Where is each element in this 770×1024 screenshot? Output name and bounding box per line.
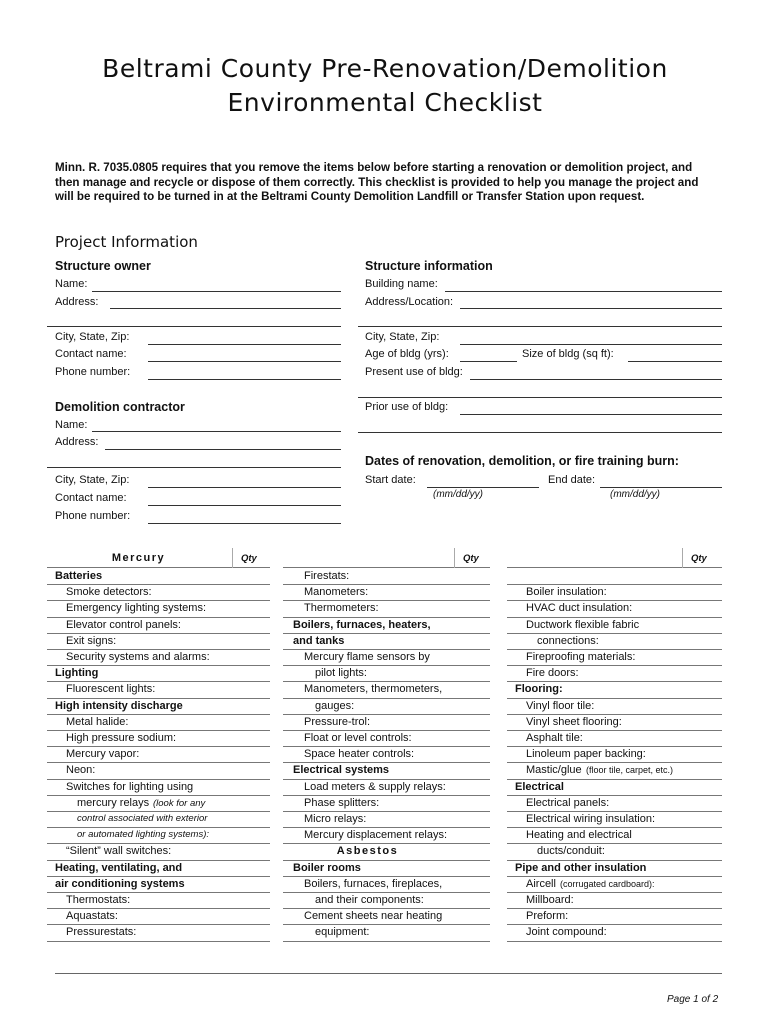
qty-field[interactable] bbox=[456, 811, 490, 812]
row-rule bbox=[507, 827, 685, 828]
building-name-field[interactable] bbox=[445, 291, 722, 292]
contractor-city-label: City, State, Zip: bbox=[55, 474, 130, 486]
row-rule bbox=[507, 746, 685, 747]
row-rule bbox=[507, 600, 685, 601]
item-note: (look for any bbox=[153, 797, 206, 809]
row-rule bbox=[283, 892, 465, 893]
qty-field[interactable] bbox=[234, 924, 270, 925]
qty-field[interactable] bbox=[684, 876, 722, 877]
category-label: High intensity discharge bbox=[55, 699, 183, 712]
qty-field[interactable] bbox=[456, 681, 490, 682]
category-label: and tanks bbox=[293, 634, 345, 647]
item-label: Manometers: bbox=[304, 586, 369, 599]
present-use-field[interactable] bbox=[470, 379, 722, 380]
row-rule bbox=[283, 681, 465, 682]
item-label: High pressure sodium: bbox=[66, 732, 177, 744]
row-rule bbox=[507, 617, 685, 618]
row-rule bbox=[283, 827, 465, 828]
item-label: Electrical wiring insulation: bbox=[526, 813, 655, 825]
owner-heading: Structure owner bbox=[55, 259, 151, 273]
qty-field[interactable] bbox=[234, 779, 270, 780]
qty-field[interactable] bbox=[234, 746, 270, 747]
qty-field[interactable] bbox=[456, 779, 490, 780]
qty-field[interactable] bbox=[456, 584, 490, 585]
qty-field[interactable] bbox=[456, 924, 490, 925]
qty-divider-3 bbox=[682, 548, 683, 568]
item-label: Aquastats: bbox=[66, 910, 118, 923]
contractor-heading: Demolition contractor bbox=[55, 400, 185, 414]
item-label: Millboard: bbox=[526, 894, 574, 906]
qty-field[interactable] bbox=[234, 941, 270, 942]
row-rule bbox=[507, 649, 685, 650]
qty-field[interactable] bbox=[234, 762, 270, 763]
qty-field[interactable] bbox=[234, 876, 270, 877]
qty-field[interactable] bbox=[456, 617, 490, 618]
item-label: Boilers, furnaces, fireplaces, bbox=[304, 877, 443, 890]
row-rule bbox=[507, 892, 685, 893]
contractor-address-label: Address: bbox=[55, 436, 99, 448]
contractor-contact-field[interactable] bbox=[148, 505, 341, 506]
item-label: Pressure-trol: bbox=[304, 715, 371, 728]
item-label: Linoleum paper backing: bbox=[526, 748, 646, 761]
qty-field[interactable] bbox=[456, 746, 490, 747]
item-label: Thermostats: bbox=[66, 894, 131, 906]
qty-field[interactable] bbox=[684, 762, 722, 763]
row-rule bbox=[283, 811, 465, 812]
item-label: Space heater controls: bbox=[304, 748, 415, 761]
category-label: Batteries bbox=[55, 570, 103, 582]
location-label: Address/Location: bbox=[365, 296, 454, 308]
row-rule bbox=[283, 843, 465, 844]
qty-field[interactable] bbox=[684, 860, 722, 861]
owner-address-field[interactable] bbox=[110, 308, 341, 309]
header-rule-1 bbox=[47, 567, 270, 568]
building-name-label: Building name: bbox=[365, 278, 438, 290]
qty-field[interactable] bbox=[456, 665, 490, 666]
item-label: connections: bbox=[537, 634, 599, 647]
item-label: Phase splitters: bbox=[304, 796, 380, 809]
row-rule bbox=[507, 730, 685, 731]
item-label: Neon: bbox=[66, 764, 96, 777]
intro-paragraph: Minn. R. 7035.0805 requires that you remove the items below before starting a renovation or demolition project, and then manage and recycle or dispose of them correctly. This checklist is provided to help you manage the project and will be required to be turned in at the Beltrami County Demolition Landfill or Transfer Station upon request. bbox=[55, 161, 699, 204]
category-label: Electrical bbox=[515, 780, 564, 793]
end-date-field[interactable] bbox=[600, 487, 722, 488]
qty-field[interactable] bbox=[684, 811, 722, 812]
qty-field[interactable] bbox=[684, 941, 722, 942]
owner-phone-field[interactable] bbox=[148, 379, 341, 380]
item-label: and their components: bbox=[315, 894, 424, 906]
qty-field[interactable] bbox=[234, 827, 270, 828]
qty-field[interactable] bbox=[684, 795, 722, 796]
row-rule bbox=[507, 941, 685, 942]
item-label: Electrical panels: bbox=[526, 796, 610, 809]
contractor-city-field[interactable] bbox=[148, 487, 341, 488]
qty-field[interactable] bbox=[234, 698, 270, 699]
row-rule bbox=[507, 779, 685, 780]
header-rule-3 bbox=[507, 567, 722, 568]
row-rule bbox=[507, 843, 685, 844]
item-label: Mercury displacement relays: bbox=[304, 829, 448, 842]
qty-field[interactable] bbox=[684, 698, 722, 699]
owner-name-label: Name: bbox=[55, 278, 88, 290]
item-note: (corrugated cardboard): bbox=[560, 878, 655, 889]
item-label: or automated lighting systems): bbox=[77, 829, 210, 841]
qty-field[interactable] bbox=[456, 941, 490, 942]
contractor-address-field-2[interactable] bbox=[47, 467, 341, 468]
bldg-age-label: Age of bldg (yrs): bbox=[365, 348, 449, 360]
qty-field[interactable] bbox=[456, 633, 490, 634]
qty-field[interactable] bbox=[234, 665, 270, 666]
row-rule bbox=[507, 698, 685, 699]
category-label: Pipe and other insulation bbox=[515, 861, 647, 874]
category-label: Heating, ventilating, and bbox=[55, 861, 183, 874]
item-label: Manometers, thermometers, bbox=[304, 683, 443, 696]
end-date-label: End date: bbox=[548, 474, 596, 486]
qty-field[interactable] bbox=[456, 600, 490, 601]
qty-field[interactable] bbox=[684, 924, 722, 925]
item-label: Mercury vapor: bbox=[66, 748, 140, 761]
owner-city-label: City, State, Zip: bbox=[55, 331, 130, 343]
item-label: mercury relays bbox=[77, 796, 150, 809]
item-label: Asphalt tile: bbox=[526, 732, 583, 744]
item-label: Switches for lighting using bbox=[66, 780, 194, 793]
qty-field[interactable] bbox=[684, 892, 722, 893]
row-rule bbox=[507, 681, 685, 682]
item-label: Mastic/glue bbox=[526, 764, 582, 777]
item-label: Firestats: bbox=[304, 570, 350, 582]
end-date-format: (mm/dd/yy) bbox=[610, 489, 660, 500]
row-rule bbox=[283, 924, 465, 925]
item-label: control associated with exterior bbox=[77, 813, 208, 824]
qty-field[interactable] bbox=[456, 714, 490, 715]
qty-field[interactable] bbox=[684, 649, 722, 650]
owner-phone-label: Phone number: bbox=[55, 366, 131, 378]
row-rule bbox=[283, 714, 465, 715]
contractor-address-field[interactable] bbox=[105, 449, 341, 450]
item-label: Load meters & supply relays: bbox=[304, 780, 446, 793]
bldg-age-field[interactable] bbox=[460, 361, 517, 362]
present-use-field-2[interactable] bbox=[358, 397, 722, 398]
qty-field[interactable] bbox=[684, 600, 722, 601]
row-rule bbox=[507, 924, 685, 925]
structure-city-label: City, State, Zip: bbox=[365, 331, 440, 343]
item-label: Security systems and alarms: bbox=[66, 651, 210, 663]
row-rule bbox=[507, 876, 685, 877]
category-label: Flooring: bbox=[515, 683, 563, 696]
item-note: (floor tile, carpet, etc.) bbox=[586, 765, 674, 776]
mercury-heading: Mercury bbox=[111, 552, 166, 564]
qty-field[interactable] bbox=[234, 649, 270, 650]
row-rule bbox=[507, 665, 685, 666]
item-label: ducts/conduit: bbox=[537, 845, 605, 858]
qty-field[interactable] bbox=[234, 860, 270, 861]
item-label: Micro relays: bbox=[304, 813, 367, 825]
structure-heading: Structure information bbox=[365, 259, 493, 273]
row-rule bbox=[283, 584, 465, 585]
qty-field[interactable] bbox=[456, 892, 490, 893]
item-label: Thermometers: bbox=[304, 602, 379, 615]
qty-field[interactable] bbox=[684, 908, 722, 909]
qty-field[interactable] bbox=[234, 633, 270, 634]
qty-field[interactable] bbox=[234, 617, 270, 618]
row-rule bbox=[283, 649, 465, 650]
qty-field[interactable] bbox=[684, 714, 722, 715]
qty-field[interactable] bbox=[234, 795, 270, 796]
prior-use-field[interactable] bbox=[460, 414, 722, 415]
item-label: Vinyl floor tile: bbox=[526, 699, 595, 712]
item-label: Emergency lighting systems: bbox=[66, 602, 206, 615]
bldg-size-field[interactable] bbox=[628, 361, 722, 362]
qty-field[interactable] bbox=[684, 633, 722, 634]
item-label: Joint compound: bbox=[526, 926, 607, 939]
qty-field[interactable] bbox=[456, 762, 490, 763]
item-label: Elevator control panels: bbox=[66, 618, 181, 631]
footer-divider bbox=[55, 973, 722, 974]
contractor-name-label: Name: bbox=[55, 419, 88, 431]
start-date-label: Start date: bbox=[365, 474, 416, 486]
item-label: Boiler insulation: bbox=[526, 586, 607, 599]
row-rule bbox=[507, 762, 685, 763]
row-rule bbox=[507, 714, 685, 715]
qty-field[interactable] bbox=[234, 681, 270, 682]
row-rule bbox=[283, 860, 465, 861]
qty-field[interactable] bbox=[684, 730, 722, 731]
page-title-line-2: Environmental Checklist bbox=[227, 88, 543, 117]
item-label: HVAC duct insulation: bbox=[526, 602, 633, 615]
qty-field[interactable] bbox=[684, 665, 722, 666]
qty-field[interactable] bbox=[456, 827, 490, 828]
item-label: Ductwork flexible fabric bbox=[526, 618, 640, 631]
row-rule bbox=[283, 908, 465, 909]
row-rule bbox=[507, 584, 685, 585]
bldg-size-label: Size of bldg (sq ft): bbox=[522, 348, 614, 360]
row-rule bbox=[283, 600, 465, 601]
item-label: Cement sheets near heating bbox=[304, 910, 443, 923]
row-rule bbox=[507, 811, 685, 812]
qty-field[interactable] bbox=[684, 617, 722, 618]
item-label: pilot lights: bbox=[315, 667, 367, 680]
category-label: Boiler rooms bbox=[293, 861, 361, 874]
item-label: Aircell bbox=[526, 877, 556, 890]
row-rule bbox=[283, 665, 465, 666]
location-field[interactable] bbox=[460, 308, 722, 309]
qty-field[interactable] bbox=[456, 649, 490, 650]
qty-field[interactable] bbox=[684, 681, 722, 682]
qty-header-1: Qty bbox=[241, 553, 257, 564]
item-label: Vinyl sheet flooring: bbox=[526, 715, 622, 728]
item-label: Exit signs: bbox=[66, 634, 117, 647]
qty-field[interactable] bbox=[234, 584, 270, 585]
present-use-label: Present use of bldg: bbox=[365, 366, 463, 378]
qty-field[interactable] bbox=[234, 730, 270, 731]
owner-contact-field[interactable] bbox=[148, 361, 341, 362]
item-label: Metal halide: bbox=[66, 715, 129, 728]
contractor-phone-label: Phone number: bbox=[55, 510, 131, 522]
item-label: “Silent” wall switches: bbox=[66, 845, 172, 858]
row-rule bbox=[283, 746, 465, 747]
item-label: Fluorescent lights: bbox=[66, 683, 156, 696]
page-title-line-1: Beltrami County Pre-Renovation/Demolition bbox=[102, 54, 668, 83]
row-rule bbox=[507, 633, 685, 634]
category-label: air conditioning systems bbox=[55, 877, 185, 890]
qty-field[interactable] bbox=[684, 746, 722, 747]
qty-field[interactable] bbox=[234, 600, 270, 601]
qty-field[interactable] bbox=[456, 843, 490, 844]
category-label: Boilers, furnaces, heaters, bbox=[293, 618, 431, 631]
item-label: Fire doors: bbox=[526, 667, 579, 680]
owner-contact-label: Contact name: bbox=[55, 348, 127, 360]
qty-field[interactable] bbox=[456, 698, 490, 699]
row-rule bbox=[283, 730, 465, 731]
row-rule bbox=[283, 876, 465, 877]
qty-field[interactable] bbox=[456, 860, 490, 861]
qty-divider-1 bbox=[232, 548, 233, 568]
item-label: equipment: bbox=[315, 926, 370, 939]
qty-field[interactable] bbox=[456, 730, 490, 731]
header-rule-2 bbox=[283, 567, 490, 568]
row-rule bbox=[283, 795, 465, 796]
qty-field[interactable] bbox=[684, 584, 722, 585]
item-label: Smoke detectors: bbox=[66, 586, 152, 599]
qty-field[interactable] bbox=[234, 908, 270, 909]
owner-name-field[interactable] bbox=[92, 291, 341, 292]
qty-field[interactable] bbox=[456, 795, 490, 796]
category-label: Lighting bbox=[55, 667, 99, 680]
item-label: Pressurestats: bbox=[66, 926, 137, 939]
qty-field[interactable] bbox=[234, 892, 270, 893]
location-field-2[interactable] bbox=[358, 326, 722, 327]
qty-field[interactable] bbox=[234, 843, 270, 844]
qty-field[interactable] bbox=[234, 811, 270, 812]
row-rule bbox=[283, 617, 465, 618]
item-label: Heating and electrical bbox=[526, 829, 632, 842]
row-rule bbox=[507, 860, 685, 861]
qty-header-3: Qty bbox=[691, 553, 707, 564]
qty-field[interactable] bbox=[456, 908, 490, 909]
owner-address-field-2[interactable] bbox=[47, 326, 341, 327]
section-heading: Asbestos bbox=[336, 845, 399, 858]
row-rule bbox=[283, 779, 465, 780]
start-date-format: (mm/dd/yy) bbox=[433, 489, 483, 500]
item-label: Fireproofing materials: bbox=[526, 651, 636, 663]
prior-use-field-2[interactable] bbox=[358, 432, 722, 433]
row-rule bbox=[283, 941, 465, 942]
row-rule bbox=[507, 908, 685, 909]
qty-header-2: Qty bbox=[463, 553, 479, 564]
qty-divider-2 bbox=[454, 548, 455, 568]
category-label: Electrical systems bbox=[293, 764, 390, 777]
item-label: Float or level controls: bbox=[304, 732, 412, 744]
row-rule bbox=[283, 762, 465, 763]
qty-field[interactable] bbox=[684, 779, 722, 780]
contractor-phone-field[interactable] bbox=[148, 523, 341, 524]
row-rule bbox=[507, 795, 685, 796]
structure-city-field[interactable] bbox=[460, 344, 722, 345]
row-rule bbox=[283, 633, 465, 634]
qty-field[interactable] bbox=[684, 827, 722, 828]
item-label: gauges: bbox=[315, 699, 355, 712]
page-number: Page 1 of 2 bbox=[667, 994, 719, 1005]
qty-field[interactable] bbox=[456, 876, 490, 877]
prior-use-label: Prior use of bldg: bbox=[365, 401, 449, 413]
row-rule bbox=[283, 698, 465, 699]
owner-address-label: Address: bbox=[55, 296, 99, 308]
qty-field[interactable] bbox=[234, 714, 270, 715]
dates-heading: Dates of renovation, demolition, or fire training burn: bbox=[365, 454, 679, 468]
item-label: Mercury flame sensors by bbox=[304, 651, 430, 663]
contractor-name-field[interactable] bbox=[92, 431, 341, 432]
qty-field[interactable] bbox=[684, 843, 722, 844]
item-label: Preform: bbox=[526, 910, 569, 923]
start-date-field[interactable] bbox=[427, 487, 539, 488]
contractor-contact-label: Contact name: bbox=[55, 492, 127, 504]
owner-city-field[interactable] bbox=[148, 344, 341, 345]
project-info-heading: Project Information bbox=[55, 233, 198, 251]
